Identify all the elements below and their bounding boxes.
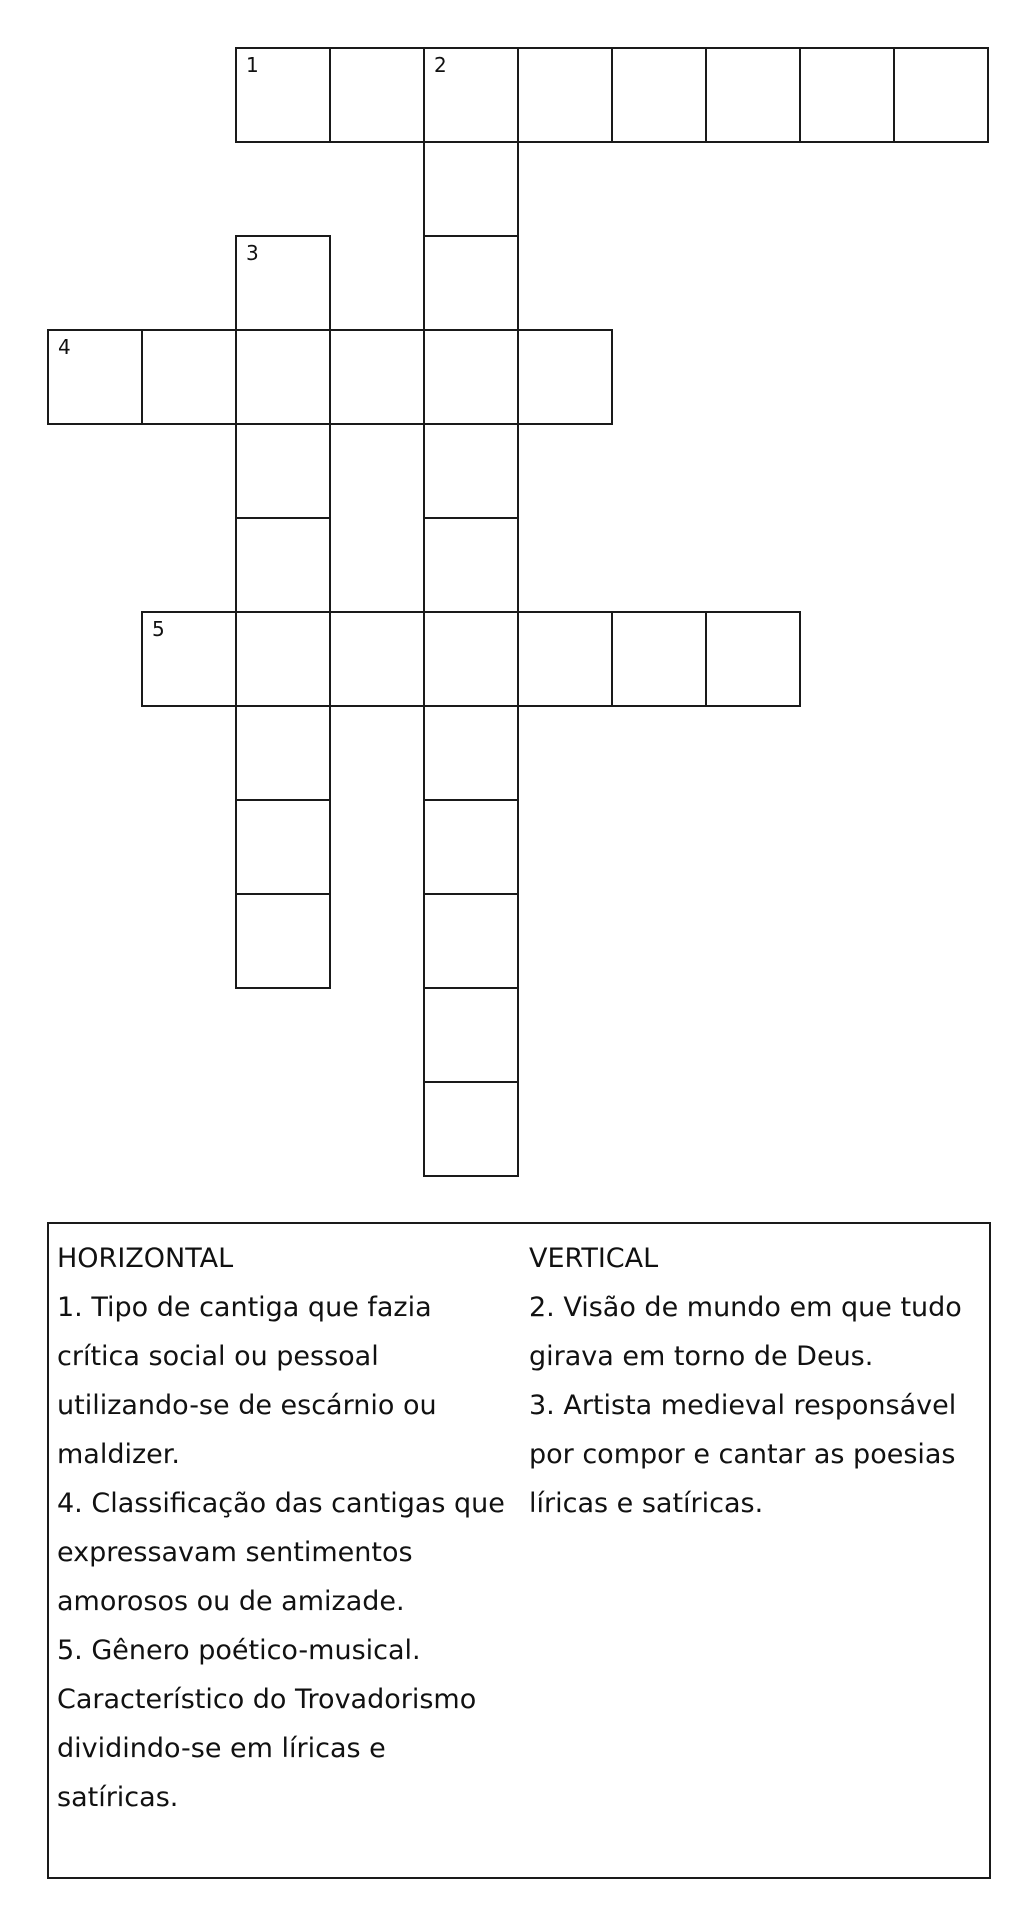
clue-line: expressavam sentimentos xyxy=(57,1537,413,1568)
crossword-cell[interactable] xyxy=(47,329,143,425)
crossword-cell[interactable] xyxy=(423,799,519,895)
crossword-cell[interactable] xyxy=(235,423,331,519)
clue-line: 3. Artista medieval responsável xyxy=(529,1390,957,1421)
crossword-cell[interactable] xyxy=(235,705,331,801)
crossword-cell[interactable] xyxy=(423,235,519,331)
crossword-cell[interactable] xyxy=(517,611,613,707)
crossword-cell[interactable] xyxy=(141,329,237,425)
clue-number: 5 xyxy=(152,617,165,641)
clue-line: líricas e satíricas. xyxy=(529,1488,764,1519)
clue-box xyxy=(47,1222,991,1879)
crossword-cell[interactable] xyxy=(235,235,331,331)
clue-line: crítica social ou pessoal xyxy=(57,1341,379,1372)
crossword-cell[interactable] xyxy=(893,47,989,143)
vertical-heading: VERTICAL xyxy=(529,1243,659,1274)
crossword-cell[interactable] xyxy=(423,517,519,613)
crossword-cell[interactable] xyxy=(423,705,519,801)
clue-line: girava em torno de Deus. xyxy=(529,1341,874,1372)
crossword-cell[interactable] xyxy=(423,611,519,707)
crossword-cell[interactable] xyxy=(141,611,237,707)
horizontal-heading: HORIZONTAL xyxy=(57,1243,234,1274)
clue-line: Característico do Trovadorismo xyxy=(57,1684,477,1715)
crossword-cell[interactable] xyxy=(423,893,519,989)
clue-number: 2 xyxy=(434,53,447,77)
crossword-cell[interactable] xyxy=(329,47,425,143)
clue-line: satíricas. xyxy=(57,1782,179,1813)
crossword-cell[interactable] xyxy=(423,141,519,237)
crossword-cell[interactable] xyxy=(799,47,895,143)
crossword-cell[interactable] xyxy=(423,1081,519,1177)
crossword-cell[interactable] xyxy=(705,611,801,707)
clue-line: dividindo-se em líricas e xyxy=(57,1733,386,1764)
crossword-cell[interactable] xyxy=(423,423,519,519)
clue-line: amorosos ou de amizade. xyxy=(57,1586,405,1617)
clue-line: por compor e cantar as poesias xyxy=(529,1439,956,1470)
crossword-cell[interactable] xyxy=(705,47,801,143)
crossword-cell[interactable] xyxy=(329,329,425,425)
crossword-cell[interactable] xyxy=(235,611,331,707)
clue-number: 3 xyxy=(246,241,259,265)
crossword-cell[interactable] xyxy=(611,47,707,143)
crossword-cell[interactable] xyxy=(235,329,331,425)
crossword-cell[interactable] xyxy=(235,517,331,613)
crossword-cell[interactable] xyxy=(517,329,613,425)
clue-line: 5. Gênero poético-musical. xyxy=(57,1635,421,1666)
crossword-cell[interactable] xyxy=(423,47,519,143)
clue-number: 1 xyxy=(246,53,259,77)
vertical-clues xyxy=(529,1234,979,1528)
crossword-cell[interactable] xyxy=(611,611,707,707)
crossword-cell[interactable] xyxy=(235,893,331,989)
crossword-cell[interactable] xyxy=(423,987,519,1083)
clue-line: 2. Visão de mundo em que tudo xyxy=(529,1292,962,1323)
crossword-cell[interactable] xyxy=(423,329,519,425)
clue-line: 4. Classificação das cantigas que xyxy=(57,1488,505,1519)
crossword-cell[interactable] xyxy=(235,799,331,895)
crossword-cell[interactable] xyxy=(517,47,613,143)
clue-line: maldizer. xyxy=(57,1439,180,1470)
crossword-cell[interactable] xyxy=(235,47,331,143)
clue-number: 4 xyxy=(58,335,71,359)
crossword-cell[interactable] xyxy=(329,611,425,707)
clue-line: utilizando-se de escárnio ou xyxy=(57,1390,437,1421)
clue-line: 1. Tipo de cantiga que fazia xyxy=(57,1292,432,1323)
horizontal-clues xyxy=(57,1234,517,1822)
